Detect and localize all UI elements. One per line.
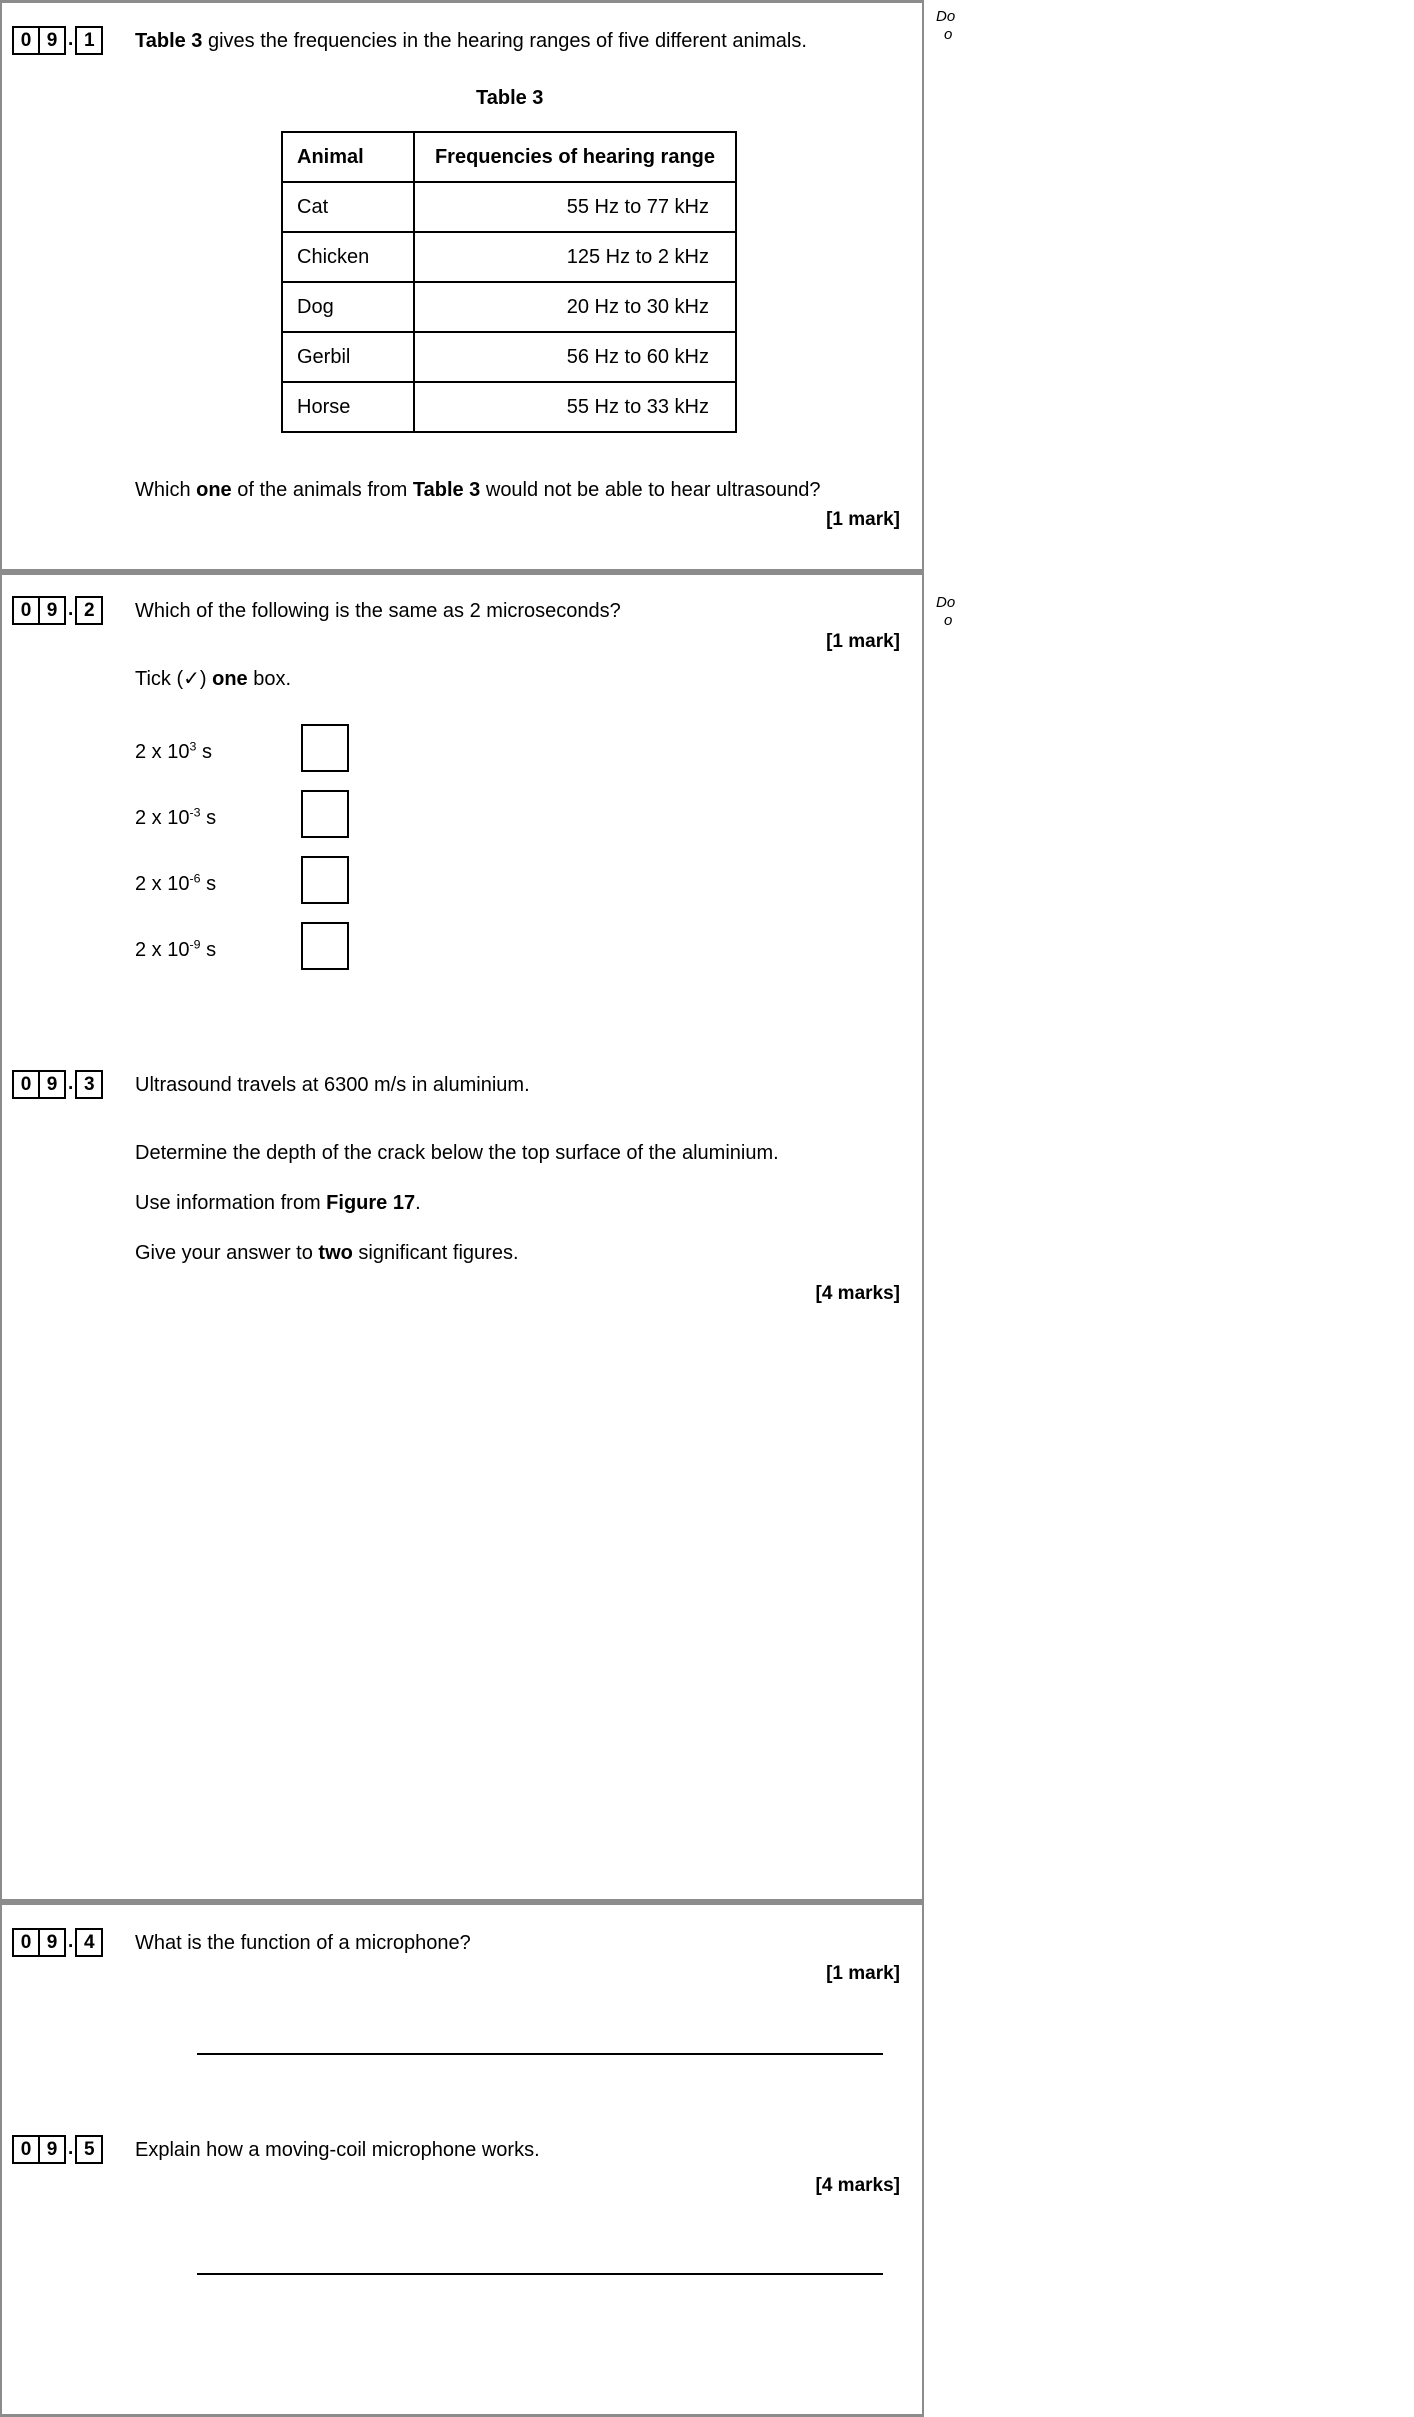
table-cell-animal: Cat (282, 182, 414, 232)
question-09-2-stem: Which of the following is the same as 2 microseconds? (135, 600, 621, 622)
answer-line-09-5[interactable] (197, 2273, 883, 2275)
question-09-3-line-4 (135, 1239, 519, 1268)
answer-line-09-4[interactable] (197, 2053, 883, 2055)
followup-bold-table3: Table 3 (412, 479, 481, 501)
question-number-09-2 (12, 595, 103, 625)
question-09-3-line-1: Ultrasound travels at 6300 m/s in aluminium. (135, 1074, 530, 1096)
margin-note-line-2-b: o (944, 612, 953, 629)
line-4-part-1: Give your answer to (135, 1242, 319, 1264)
tick-option-unit-4: s (200, 939, 217, 961)
question-09-1-stem-rest: gives the frequencies in the hearing ranges of five different animals. (202, 30, 807, 52)
tick-box-option-3[interactable] (301, 856, 349, 904)
question-09-5-stem: Explain how a moving-coil microphone works. (135, 2139, 540, 2161)
question-09-3-line-3 (135, 1189, 421, 1218)
qnum-digit-3: 2 (75, 596, 103, 625)
followup-part-2: of the animals from (231, 479, 413, 501)
table-row (282, 282, 736, 332)
question-09-3-line-2: Determine the depth of the crack below the top surface of the aluminium. (135, 1142, 779, 1164)
tick-instruction-bold-one: one (212, 668, 248, 690)
line-4-bold-two-word: two (318, 1242, 353, 1264)
table-3-header-animal: Animal (282, 132, 414, 182)
tick-instruction-part-1: Tick ( (135, 668, 184, 690)
margin-note-line-1: Do (936, 8, 956, 25)
table-cell-animal: Gerbil (282, 332, 414, 382)
tick-box-option-1[interactable] (301, 724, 349, 772)
line-3-bold-figure17: Figure 17 (326, 1192, 416, 1214)
tick-option-base-4: 2 x 10 (135, 939, 190, 961)
qnum-digit-1: 0 (12, 2135, 40, 2164)
tick-option-base-3: 2 x 10 (135, 873, 190, 895)
question-09-1-followup (135, 476, 821, 505)
table-row (282, 182, 736, 232)
qnum-digit-1: 0 (12, 26, 40, 55)
tick-option-label-3 (135, 873, 216, 896)
tick-option-label-2 (135, 807, 216, 830)
tick-box-option-4[interactable] (301, 922, 349, 970)
table-cell-frequency: 20 Hz to 30 kHz (414, 282, 736, 332)
table-3-body (282, 132, 736, 432)
line-3-part-1: Use information from (135, 1192, 327, 1214)
tick-box-option-2[interactable] (301, 790, 349, 838)
table-cell-frequency: 56 Hz to 60 kHz (414, 332, 736, 382)
table-row (282, 232, 736, 282)
qnum-digit-2: 9 (38, 596, 66, 625)
line-4-part-2: significant figures. (352, 1242, 519, 1264)
qnum-digit-2: 9 (38, 2135, 66, 2164)
qnum-digit-1: 0 (12, 596, 40, 625)
question-section-09-1 (0, 0, 924, 572)
tick-option-base-1: 2 x 10 (135, 741, 190, 763)
qnum-separator: . (68, 1072, 74, 1094)
tick-instruction-part-3: box. (247, 668, 292, 690)
question-section-09-2-09-3 (0, 572, 924, 1902)
check-icon: ✓ (183, 668, 200, 690)
marks-09-4: [1 mark] (826, 1963, 900, 1984)
question-09-1-stem (135, 27, 807, 56)
marks-09-3: [4 marks] (815, 1283, 900, 1304)
table-row (282, 382, 736, 432)
tick-option-exponent-4: -9 (189, 937, 201, 952)
question-number-09-5 (12, 2134, 103, 2164)
table-cell-frequency: 55 Hz to 33 kHz (414, 382, 736, 432)
tick-option-label-1 (135, 741, 212, 764)
marks-09-5: [4 marks] (815, 2175, 900, 2196)
qnum-digit-1: 0 (12, 1070, 40, 1099)
qnum-digit-1: 0 (12, 1928, 40, 1957)
right-margin (932, 0, 1414, 2417)
qnum-separator: . (68, 28, 74, 50)
table-cell-frequency: 125 Hz to 2 kHz (414, 232, 736, 282)
table-cell-animal: Chicken (282, 232, 414, 282)
tick-option-unit-3: s (200, 873, 217, 895)
question-number-09-3 (12, 1069, 103, 1099)
tick-option-exponent-2: -3 (189, 805, 201, 820)
tick-option-unit-2: s (200, 807, 217, 829)
table-3 (281, 131, 737, 433)
table-3-header-frequency: Frequencies of hearing range (414, 132, 736, 182)
followup-bold-one: one (196, 479, 232, 501)
tick-option-exponent-1: 3 (189, 739, 197, 754)
tick-instruction (135, 665, 291, 694)
marks-09-2: [1 mark] (826, 631, 900, 652)
table-3-caption: Table 3 (476, 87, 544, 109)
qnum-digit-3: 1 (75, 26, 103, 55)
qnum-separator: . (68, 598, 74, 620)
qnum-separator: . (68, 2137, 74, 2159)
tick-option-exponent-3: -6 (189, 871, 201, 886)
tick-option-base-2: 2 x 10 (135, 807, 190, 829)
table-cell-animal: Dog (282, 282, 414, 332)
question-section-09-4-09-5 (0, 1902, 924, 2417)
question-number-09-4 (12, 1927, 103, 1957)
tick-option-label-4 (135, 939, 216, 962)
qnum-digit-3: 3 (75, 1070, 103, 1099)
question-09-1-stem-bold: Table 3 (135, 30, 203, 52)
qnum-digit-3: 5 (75, 2135, 103, 2164)
followup-part-3: would not be able to hear ultrasound? (480, 479, 821, 501)
qnum-separator: . (68, 1930, 74, 1952)
qnum-digit-2: 9 (38, 1928, 66, 1957)
question-09-4-stem: What is the function of a microphone? (135, 1932, 471, 1954)
margin-note-line-1-b: Do (936, 594, 956, 611)
followup-part-1: Which (135, 479, 197, 501)
line-3-part-2: . (415, 1192, 421, 1214)
tick-option-unit-1: s (196, 741, 212, 763)
qnum-digit-2: 9 (38, 1070, 66, 1099)
tick-instruction-part-2: ) (199, 668, 213, 690)
margin-note-line-2: o (944, 26, 953, 43)
qnum-digit-2: 9 (38, 26, 66, 55)
table-3-header-row (282, 132, 736, 182)
table-cell-animal: Horse (282, 382, 414, 432)
question-number-09-1 (12, 25, 103, 55)
marks-09-1: [1 mark] (826, 509, 900, 530)
table-row (282, 332, 736, 382)
qnum-digit-3: 4 (75, 1928, 103, 1957)
table-cell-frequency: 55 Hz to 77 kHz (414, 182, 736, 232)
